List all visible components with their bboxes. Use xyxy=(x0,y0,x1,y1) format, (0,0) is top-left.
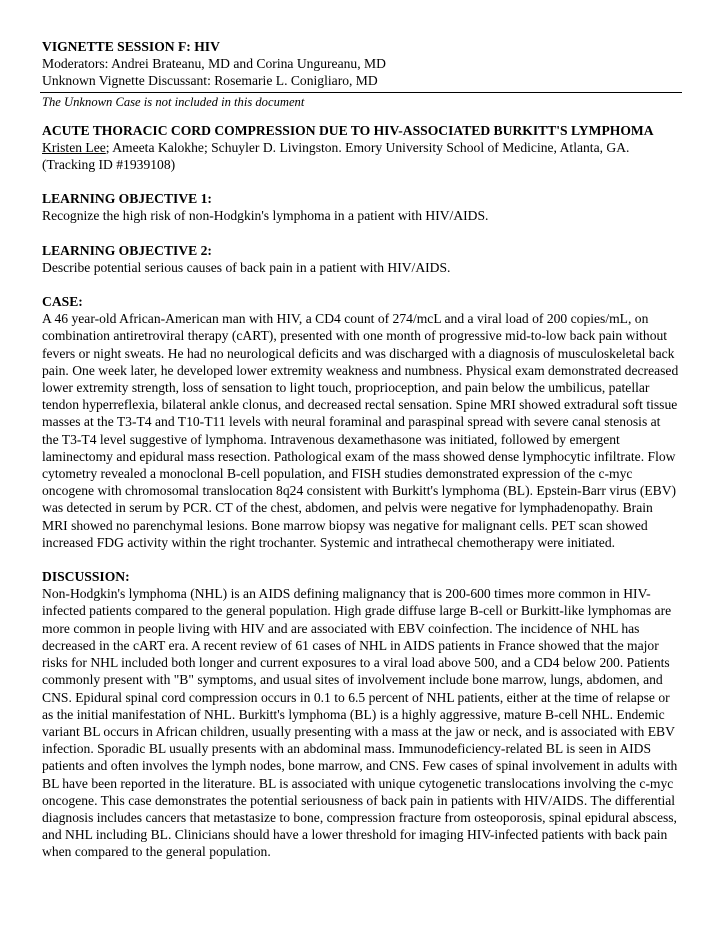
presenting-author: Kristen Lee xyxy=(42,139,106,155)
case-text: A 46 year-old African-American man with HIV, a CD4 count of 274/mcL and a viral load of 200 copies/mL, on combination antiretroviral therapy (cART), presented with one month of progressive mid-to-low back pain without fevers or night sweats. He had no neurological deficits and was discharged with a diagnosis of musculoskeletal back pain. One week later, he developed lower extremity weakness and numbness. Physical exam demonstrated decreased lower extremity strength, loss of sensation to light touch, proprioception, and pain below the umbilicus, patellar tendon hyperreflexia, bilateral ankle clonus, and decreased rectal sensation. Spine MRI showed extradural soft tissue masses at the T3-T4 and T10-T11 levels with neural foraminal and paraspinal spread with severe canal stenosis at the T3-T4 level suggestive of lymphoma. Intravenous dexamethasone was initiated, followed by emergent laminectomy and epidural mass resection. Pathological exam of the mass showed dense lymphocytic infiltrate. Flow cytometry revealed a monoclonal B-cell population, and FISH studies demonstrated expression of the c-myc oncogene with chromosomal translocation 8q24 consistent with Burkitt's lymphoma (BL). Epstein-Barr virus (EBV) was detected in serum by PCR. CT of the chest, abdomen, and pelvis were negative for lymphadenopathy. Brain MRI showed no parenchymal lesions. Bone marrow biopsy was negative for malignant cells. PET scan showed increased FDG activity within the right trochanter. Systemic and intrathecal chemotherapy were initiated. xyxy=(42,311,679,550)
objective-1-text: Recognize the high risk of non-Hodgkin's lymphoma in a patient with HIV/AIDS. xyxy=(42,208,489,224)
unknown-case-note: The Unknown Case is not included in this document xyxy=(42,94,305,109)
abstract-title: ACUTE THORACIC CORD COMPRESSION DUE TO HIV-ASSOCIATED BURKITT'S LYMPHOMA xyxy=(42,122,654,138)
moderators-line: Moderators: Andrei Brateanu, MD and Corina Ungureanu, MD xyxy=(42,56,386,72)
authors-line xyxy=(42,139,680,173)
case-heading: CASE: xyxy=(42,294,83,310)
header-divider xyxy=(40,92,682,93)
objective-2-heading: LEARNING OBJECTIVE 2: xyxy=(42,242,212,258)
discussion-heading: DISCUSSION: xyxy=(42,569,130,585)
objective-1-heading: LEARNING OBJECTIVE 1: xyxy=(42,191,212,207)
discussant-line: Unknown Vignette Discussant: Rosemarie L. Conigliaro, MD xyxy=(42,73,378,89)
coauthors-affiliation: ; Ameeta Kalokhe; Schuyler D. Livingston. Emory University School of Medicine, Atlanta, GA. (Tracking ID #1939108) xyxy=(42,139,630,173)
objective-2-text: Describe potential serious causes of back pain in a patient with HIV/AIDS. xyxy=(42,259,451,275)
session-title: VIGNETTE SESSION F: HIV xyxy=(42,39,220,54)
discussion-text: Non-Hodgkin's lymphoma (NHL) is an AIDS defining malignancy that is 200-600 times more common in HIV-infected patients compared to the general population. High grade diffuse large B-cell or Burkitt-like lymphomas are more common in people living with HIV and are associated with EBV coinfection. The incidence of NHL has decreased in the cART era. A recent review of 61 cases of NHL in AIDS patients in France showed that the major risks for NHL included both longer and current exposures to a viral load above 500, and a CD4 below 200. Patients commonly present with "B" symptoms, and usual sites of involvement include bone marrow, lungs, abdomen, and CNS. Epidural spinal cord compression occurs in 0.1 to 6.5 percent of NHL patients, either at the time of relapse or as the initial manifestation of NHL. Burkitt's lymphoma (BL) is a highly aggressive, mature B-cell NHL. Endemic variant BL occurs in African children, usually presenting with a mass at the jaw or neck, and is associated with EBV infection. Sporadic BL usually presents with an abdominal mass. Immunodeficiency-related BL is seen in AIDS patients and often involves the lymph nodes, bone marrow, and CNS. Few cases of spinal involvement in adults with BL have been reported in the literature. BL is associated with unique cytogenetic translocations involving the c-myc oncogene. This case demonstrates the potential seriousness of back pain in patients with HIV/AIDS. The differential diagnosis includes cancers that metastasize to bone, compression fracture from osteoporosis, spinal epidural abscess, and NHL including BL. Clinicians should have a lower threshold for imaging HIV-infected patients with back pain when compared to the general population. xyxy=(42,586,678,860)
